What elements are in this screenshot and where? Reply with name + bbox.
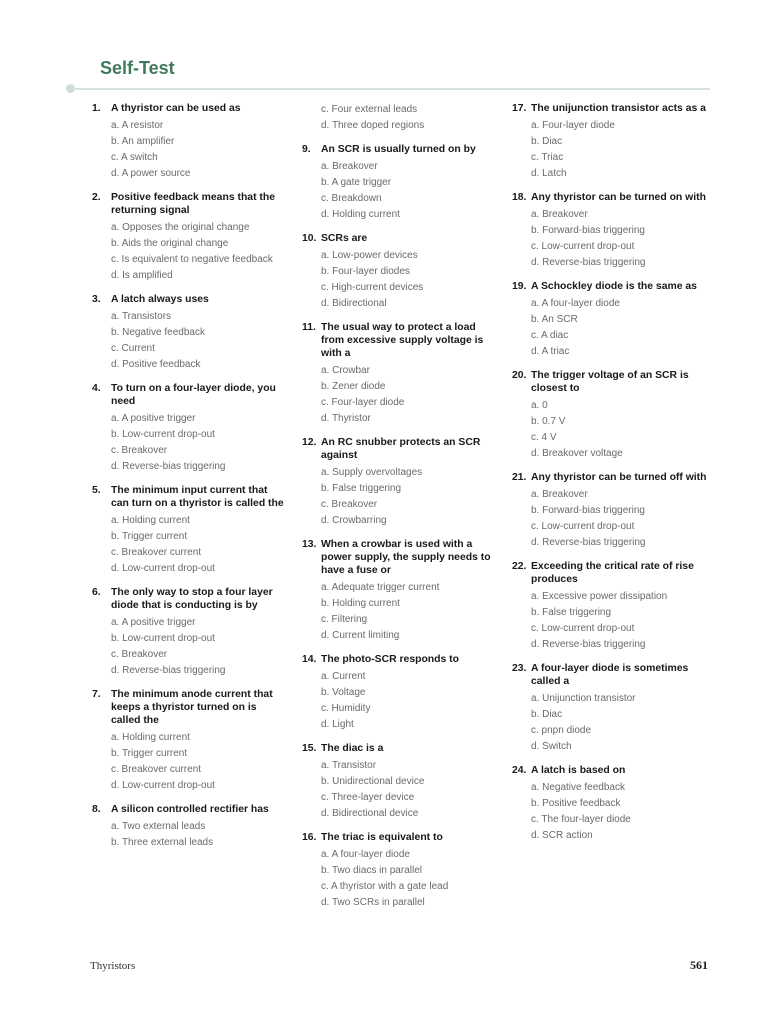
answer-option: d. Reverse-bias triggering	[531, 257, 646, 268]
answer-option: c. Triac	[531, 152, 564, 163]
question-stem	[302, 321, 500, 360]
question-stem	[92, 382, 287, 408]
answer-option: b. An amplifier	[111, 136, 175, 147]
answer-option: b. Low-current drop-out	[111, 429, 215, 440]
answer-option: a. Four-layer diode	[531, 120, 615, 131]
answer-option: c. Low-current drop-out	[531, 623, 635, 634]
question-text: A latch always uses	[111, 294, 209, 305]
answer-option: a. A four-layer diode	[321, 849, 410, 860]
answer-options	[111, 819, 287, 851]
question-number: 24.	[512, 765, 527, 776]
answer-option: b. 0.7 V	[531, 416, 566, 427]
question-stem	[302, 436, 500, 462]
question-number: 14.	[302, 654, 317, 665]
answer-option: b. Voltage	[321, 687, 366, 698]
answer-option: a. Opposes the original change	[111, 222, 250, 233]
question-number: 13.	[302, 539, 317, 550]
question	[512, 191, 712, 271]
answer-option: c. High-current devices	[321, 282, 424, 293]
question	[302, 143, 500, 223]
question	[92, 293, 287, 373]
answer-option: d. Positive feedback	[111, 359, 201, 370]
answer-option: b. Trigger current	[111, 531, 188, 542]
question-stem	[512, 191, 712, 204]
question-number: 9.	[302, 144, 311, 155]
answer-option: a. Breakover	[321, 161, 378, 172]
question-text: When a crowbar is used with a power supply, the supply needs to have a fuse or	[321, 539, 491, 576]
question	[302, 538, 500, 644]
question	[92, 191, 287, 284]
question-text: The photo-SCR responds to	[321, 654, 459, 665]
answer-option: a. Crowbar	[321, 365, 370, 376]
answer-option: d. A triac	[531, 346, 570, 357]
question	[92, 102, 287, 182]
answer-option: c. A switch	[111, 152, 158, 163]
question-number: 21.	[512, 472, 527, 483]
question-number: 15.	[302, 743, 317, 754]
answer-option: a. A positive trigger	[111, 413, 196, 424]
question-text: An RC snubber protects an SCR against	[321, 437, 481, 461]
question-number: 3.	[92, 294, 101, 305]
answer-option: c. Breakdown	[321, 193, 382, 204]
answer-options	[531, 589, 712, 653]
answer-options	[531, 296, 712, 360]
answer-options	[321, 758, 500, 822]
question	[302, 653, 500, 733]
answer-options	[111, 513, 287, 577]
question	[92, 484, 287, 577]
answer-option: b. Low-current drop-out	[111, 633, 215, 644]
question-stem	[302, 653, 500, 666]
answer-option: b. Four-layer diodes	[321, 266, 410, 277]
answer-options	[531, 398, 712, 462]
answer-option: b. Diac	[531, 136, 563, 147]
question-number: 5.	[92, 485, 101, 496]
answer-option: a. A four-layer diode	[531, 298, 620, 309]
column-1	[92, 102, 287, 860]
header-rule	[72, 88, 710, 90]
answer-option: a. Low-power devices	[321, 250, 418, 261]
answer-option: b. False triggering	[531, 607, 612, 618]
answer-options	[321, 580, 500, 644]
question-stem	[92, 586, 287, 612]
question	[92, 688, 287, 794]
page-title: Self-Test	[100, 58, 175, 78]
question-number: 17.	[512, 103, 527, 114]
answer-option: d. Reverse-bias triggering	[111, 461, 226, 472]
answer-option: d. Holding current	[321, 209, 400, 220]
answer-option: b. Zener diode	[321, 381, 386, 392]
answer-option: a. Transistor	[321, 760, 377, 771]
question	[92, 382, 287, 475]
question-stem	[92, 484, 287, 510]
answer-options	[321, 102, 500, 134]
question-stem	[302, 742, 500, 755]
question	[302, 742, 500, 822]
answer-option: b. Forward-bias triggering	[531, 225, 645, 236]
answer-option: d. Low-current drop-out	[111, 563, 215, 574]
answer-option: a. A resistor	[111, 120, 164, 131]
question-stem	[302, 143, 500, 156]
answer-option: a. Holding current	[111, 732, 190, 743]
answer-option: a. Unijunction transistor	[531, 693, 636, 704]
answer-option: c. Breakover	[111, 445, 168, 456]
answer-option: b. Three external leads	[111, 837, 214, 848]
question-stem	[92, 293, 287, 306]
answer-option: c. Low-current drop-out	[531, 521, 635, 532]
question-stem	[512, 369, 712, 395]
answer-option: a. Holding current	[111, 515, 190, 526]
answer-option: d. Three doped regions	[321, 120, 425, 131]
question-text: The minimum input current that can turn on a thyristor is called the	[111, 485, 284, 509]
answer-options	[111, 309, 287, 373]
answer-option: c. Current	[111, 343, 155, 354]
question-number: 6.	[92, 587, 101, 598]
answer-option: b. An SCR	[531, 314, 578, 325]
answer-option: a. Breakover	[531, 489, 588, 500]
answer-option: d. Is amplified	[111, 270, 173, 281]
question-number: 16.	[302, 832, 317, 843]
question	[302, 436, 500, 529]
answer-option: c. Three-layer device	[321, 792, 415, 803]
question	[512, 280, 712, 360]
answer-option: d. Switch	[531, 741, 572, 752]
answer-option: d. Bidirectional	[321, 298, 387, 309]
question-text: Positive feedback means that the returning signal	[111, 192, 275, 216]
footer-chapter: Thyristors	[90, 960, 136, 972]
answer-option: c. The four-layer diode	[531, 814, 631, 825]
answer-options	[531, 207, 712, 271]
answer-option: c. Breakover current	[111, 764, 202, 775]
answer-option: a. Supply overvoltages	[321, 467, 423, 478]
question-text: A thyristor can be used as	[111, 103, 241, 114]
answer-option: d. Two SCRs in parallel	[321, 897, 425, 908]
question-stem	[512, 280, 712, 293]
answer-options	[111, 730, 287, 794]
answer-options	[321, 248, 500, 312]
answer-options	[321, 669, 500, 733]
answer-option: c. Humidity	[321, 703, 371, 714]
answer-option: b. Trigger current	[111, 748, 188, 759]
question-stem	[512, 102, 712, 115]
question-number: 22.	[512, 561, 527, 572]
question-text: A latch is based on	[531, 765, 626, 776]
answer-option: a. Breakover	[531, 209, 588, 220]
answer-option: b. A gate trigger	[321, 177, 392, 188]
question-text: An SCR is usually turned on by	[321, 144, 476, 155]
answer-option: c. Is equivalent to negative feedback	[111, 254, 273, 265]
question	[512, 662, 712, 755]
answer-option: c. A thyristor with a gate lead	[321, 881, 449, 892]
question-text: A four-layer diode is sometimes called a	[531, 663, 689, 687]
answer-option: c. Low-current drop-out	[531, 241, 635, 252]
question-text: A Schockley diode is the same as	[531, 281, 697, 292]
question-text: The diac is a	[321, 743, 384, 754]
answer-option: b. Diac	[531, 709, 563, 720]
answer-option: c. Four-layer diode	[321, 397, 405, 408]
question-stem	[512, 662, 712, 688]
question-text: To turn on a four-layer diode, you need	[111, 383, 276, 407]
answer-option: d. Light	[321, 719, 354, 730]
answer-option: d. Reverse-bias triggering	[111, 665, 226, 676]
answer-option: d. Current limiting	[321, 630, 400, 641]
question	[92, 803, 287, 851]
answer-options	[531, 118, 712, 182]
question-stem	[512, 471, 712, 484]
answer-options	[321, 847, 500, 911]
question-text: The minimum anode current that keeps a thyristor turned on is called the	[111, 689, 273, 726]
question-number: 8.	[92, 804, 101, 815]
question-number: 2.	[92, 192, 101, 203]
question-text: The unijunction transistor acts as a	[531, 103, 706, 114]
question-number: 4.	[92, 383, 101, 394]
question-text: SCRs are	[321, 233, 368, 244]
answer-option: c. Breakover current	[111, 547, 202, 558]
question	[512, 764, 712, 844]
answer-option: c. A diac	[531, 330, 569, 341]
answer-option: a. A positive trigger	[111, 617, 196, 628]
question-text: Any thyristor can be turned on with	[531, 192, 706, 203]
answer-options	[321, 465, 500, 529]
answer-option: a. Negative feedback	[531, 782, 625, 793]
column-3	[512, 102, 712, 853]
answer-options	[531, 691, 712, 755]
answer-options	[321, 363, 500, 427]
question-stem	[92, 803, 287, 816]
answer-option: b. Aids the original change	[111, 238, 229, 249]
answer-option: d. Reverse-bias triggering	[531, 639, 646, 650]
question-number: 20.	[512, 370, 527, 381]
question	[512, 471, 712, 551]
answer-option: b. Negative feedback	[111, 327, 205, 338]
answer-option: c. Filtering	[321, 614, 368, 625]
answer-option: b. Positive feedback	[531, 798, 621, 809]
question	[92, 586, 287, 679]
answer-option: d. A power source	[111, 168, 191, 179]
answer-option: b. Two diacs in parallel	[321, 865, 422, 876]
question-number: 1.	[92, 103, 101, 114]
answer-option: d. Bidirectional device	[321, 808, 419, 819]
answer-option: c. Breakover	[111, 649, 168, 660]
question-stem	[92, 102, 287, 115]
answer-option: a. Two external leads	[111, 821, 206, 832]
column-2	[302, 102, 500, 920]
answer-option: c. Four external leads	[321, 104, 418, 115]
question-number: 19.	[512, 281, 527, 292]
question	[302, 831, 500, 911]
answer-option: d. Breakover voltage	[531, 448, 623, 459]
question-number: 18.	[512, 192, 527, 203]
answer-option: d. Thyristor	[321, 413, 371, 424]
answer-option: c. pnpn diode	[531, 725, 592, 736]
question	[512, 102, 712, 182]
question	[302, 102, 500, 134]
question	[512, 560, 712, 653]
question-stem	[92, 688, 287, 727]
question-text: The triac is equivalent to	[321, 832, 443, 843]
answer-options	[321, 159, 500, 223]
question-stem	[302, 232, 500, 245]
answer-options	[531, 487, 712, 551]
question	[512, 369, 712, 462]
question-stem	[512, 560, 712, 586]
question-text: Exceeding the critical rate of rise produces	[531, 561, 694, 585]
answer-option: a. 0	[531, 400, 548, 411]
answer-options	[531, 780, 712, 844]
page-number: 561	[690, 958, 708, 972]
answer-options	[111, 118, 287, 182]
question-number: 23.	[512, 663, 527, 674]
question-number: 12.	[302, 437, 317, 448]
answer-option: a. Current	[321, 671, 366, 682]
answer-option: c. 4 V	[531, 432, 557, 443]
answer-option: d. Low-current drop-out	[111, 780, 215, 791]
answer-option: c. Breakover	[321, 499, 378, 510]
question	[302, 321, 500, 427]
question-number: 11.	[302, 322, 316, 333]
answer-option: b. Forward-bias triggering	[531, 505, 645, 516]
question-number: 7.	[92, 689, 101, 700]
question	[302, 232, 500, 312]
question-stem	[92, 191, 287, 217]
answer-option: d. SCR action	[531, 830, 593, 841]
question-text: A silicon controlled rectifier has	[111, 804, 269, 815]
answer-option: a. Excessive power dissipation	[531, 591, 668, 602]
question-text: The usual way to protect a load from excessive supply voltage is with a	[321, 322, 484, 359]
answer-option: d. Crowbarring	[321, 515, 387, 526]
question-text: Any thyristor can be turned off with	[531, 472, 707, 483]
question-stem	[302, 831, 500, 844]
answer-option: a. Transistors	[111, 311, 172, 322]
answer-options	[111, 615, 287, 679]
question-stem	[302, 538, 500, 577]
answer-option: b. False triggering	[321, 483, 402, 494]
answer-option: d. Latch	[531, 168, 567, 179]
question-text: The only way to stop a four layer diode that is conducting is by	[111, 587, 273, 611]
answer-option: b. Unidirectional device	[321, 776, 425, 787]
answer-option: d. Reverse-bias triggering	[531, 537, 646, 548]
answer-option: a. Adequate trigger current	[321, 582, 440, 593]
answer-options	[111, 220, 287, 284]
question-number: 10.	[302, 233, 317, 244]
answer-option: b. Holding current	[321, 598, 400, 609]
question-text: The trigger voltage of an SCR is closest to	[531, 370, 689, 394]
question-stem	[512, 764, 712, 777]
answer-options	[111, 411, 287, 475]
